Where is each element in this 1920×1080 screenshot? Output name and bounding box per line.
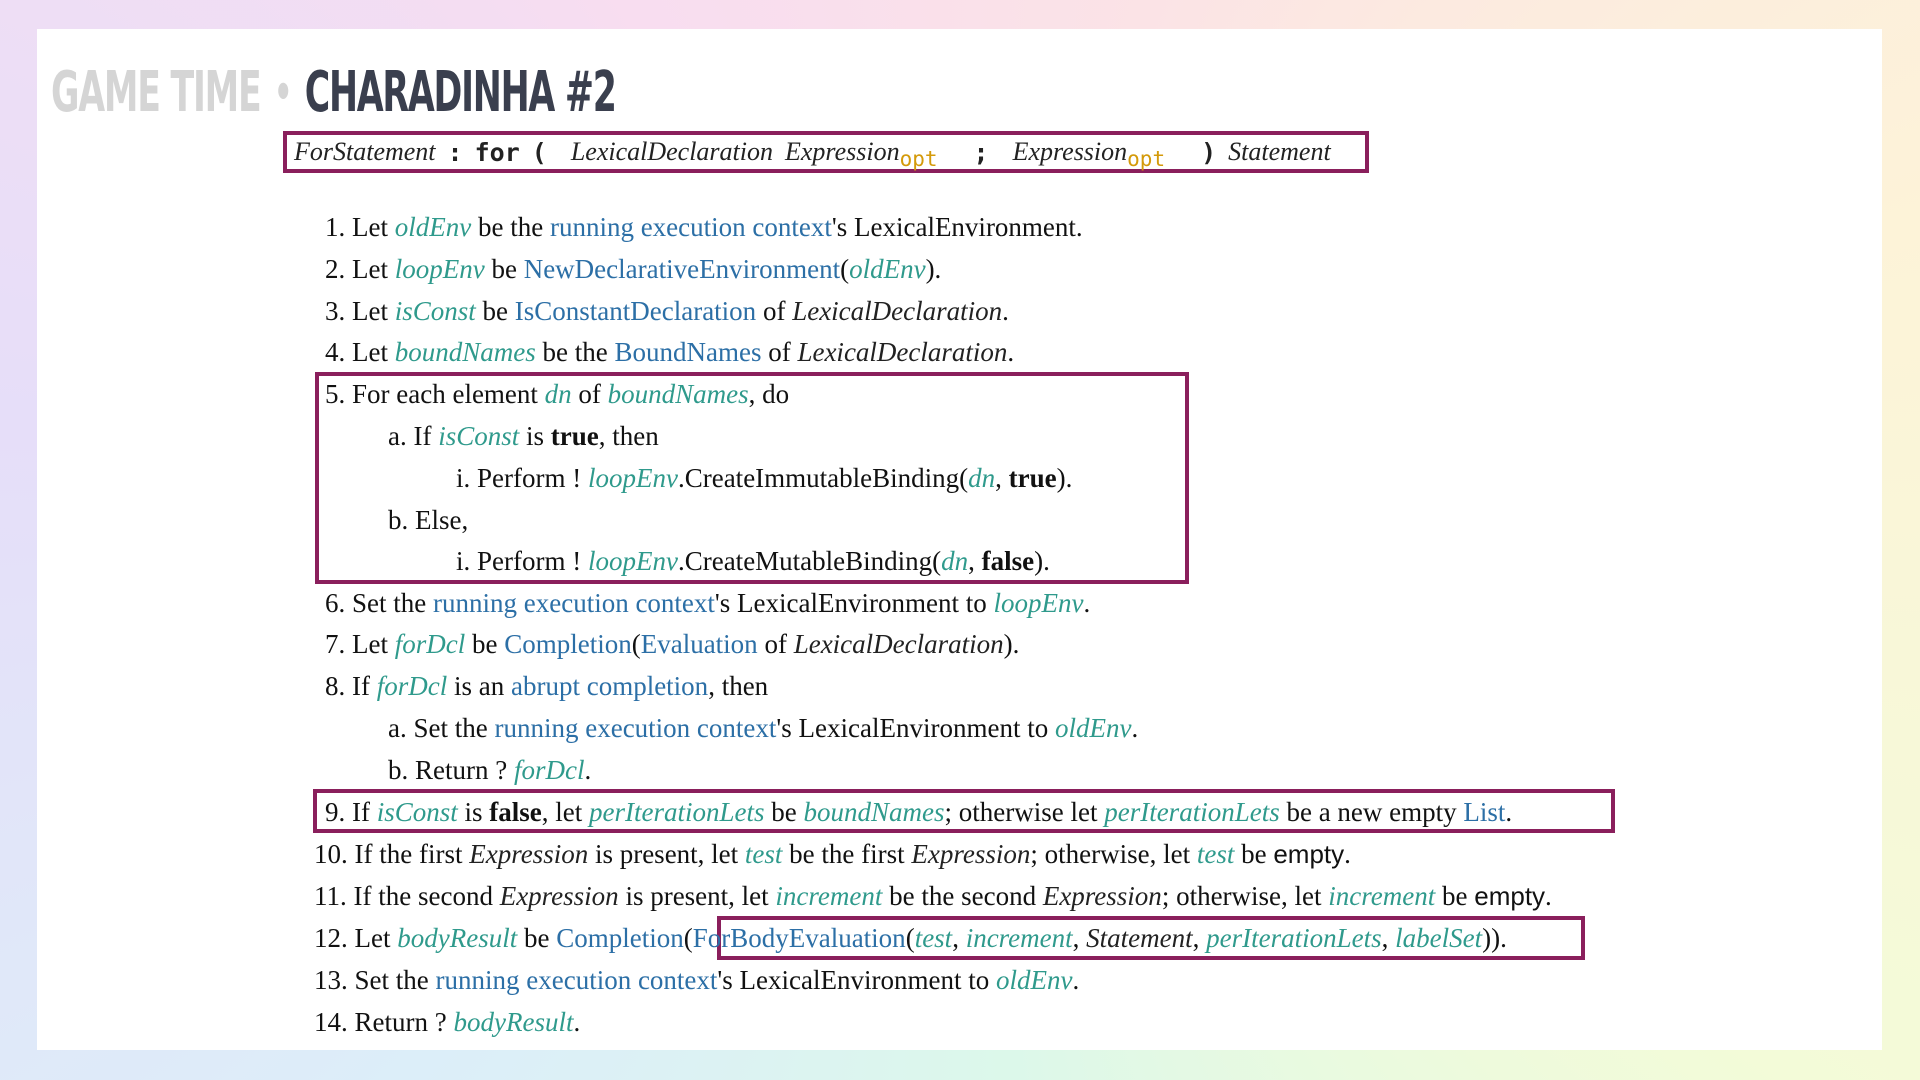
step-8 (325, 670, 768, 702)
variable: test (1196, 839, 1235, 869)
step-text: be (523, 923, 550, 953)
spec-link[interactable]: IsConstantDeclaration (514, 296, 757, 326)
variable: perIterationLets (589, 797, 765, 827)
step-text: be (1442, 881, 1468, 911)
spec-link[interactable]: running execution context (494, 713, 777, 743)
step-text: 's LexicalEnvironment to (717, 965, 990, 995)
step-text: , (1192, 923, 1200, 953)
step-text: Let (352, 337, 388, 367)
variable: boundNames (803, 797, 945, 827)
step-text: ; otherwise, let (1030, 839, 1191, 869)
variable: labelSet (1395, 923, 1483, 953)
step-text: If (413, 421, 432, 451)
step-9 (325, 796, 1512, 828)
spec-link[interactable]: ForBodyEvaluation (692, 923, 906, 953)
step-number: 14. (314, 1007, 348, 1037)
step-number: i. (456, 463, 471, 493)
variable: isConst (376, 797, 458, 827)
step-text: , then (598, 421, 659, 451)
step-text: of (762, 296, 786, 326)
step-text: be the first (789, 839, 905, 869)
step-text: Let (352, 296, 388, 326)
step-text: , do (748, 379, 790, 409)
step-text: Perform ! (477, 546, 582, 576)
step-text: , (995, 463, 1002, 493)
step-text: ). (1034, 546, 1050, 576)
variable: loopEnv (993, 588, 1084, 618)
step-8b (388, 754, 591, 786)
step-text: ). (925, 254, 942, 284)
step-text: . (1131, 713, 1139, 743)
header-separator: • (274, 65, 292, 119)
step-text: . (1007, 337, 1015, 367)
variable: test (744, 839, 783, 869)
step-text: of (764, 629, 787, 659)
spec-link[interactable]: running execution context (549, 212, 832, 242)
grammar-opt2: opt (1127, 147, 1166, 171)
step-text: Perform ! (477, 463, 582, 493)
step-text: 's LexicalEnvironment to (776, 713, 1049, 743)
step-text: Let (354, 923, 391, 953)
step-text: ; otherwise let (944, 797, 1098, 827)
variable: loopEnv (394, 254, 485, 284)
step-number: 9. (325, 797, 346, 827)
step-text: ). (1003, 629, 1020, 659)
variable: forDcl (513, 755, 585, 785)
step-text: Let (352, 212, 388, 242)
step-number: 13. (314, 965, 348, 995)
step-text: 's LexicalEnvironment. (831, 212, 1083, 242)
nonterminal: LexicalDeclaration (797, 337, 1008, 367)
variable: increment (965, 923, 1073, 953)
step-text: . (1505, 797, 1513, 827)
grammar-statement: Statement (1228, 137, 1331, 166)
step-text: If (352, 671, 370, 701)
step-text: be (482, 296, 508, 326)
spec-link[interactable]: Evaluation (640, 629, 758, 659)
step-number: 8. (325, 671, 346, 701)
step-text: .CreateMutableBinding( (677, 546, 942, 576)
header-title: CHARADINHA #2 (304, 59, 616, 125)
nonterminal: Expression (499, 881, 619, 911)
step-text: of (578, 379, 601, 409)
step-text: ( (631, 629, 641, 659)
nonterminal: Statement (1086, 923, 1193, 953)
step-text: . (573, 1007, 581, 1037)
step-1 (325, 211, 1083, 243)
variable: perIterationLets (1206, 923, 1382, 953)
step-number: 3. (325, 296, 346, 326)
grammar-semicolon: ; (973, 137, 989, 167)
variable: oldEnv (995, 965, 1073, 995)
step-5b-i (456, 545, 1050, 577)
variable: oldEnv (394, 212, 472, 242)
nonterminal: LexicalDeclaration (792, 296, 1003, 326)
spec-link[interactable]: running execution context (435, 965, 718, 995)
step-number: 12. (314, 923, 348, 953)
spec-link[interactable]: running execution context (433, 588, 715, 618)
step-5b (388, 504, 468, 536)
variable: forDcl (376, 671, 448, 701)
step-10 (314, 838, 1351, 870)
grammar-lhs: ForStatement (294, 137, 436, 166)
step-text: . (1002, 296, 1009, 326)
variable: test (914, 923, 953, 953)
step-text: be (471, 629, 498, 659)
step-text: Set the (352, 588, 427, 618)
variable: loopEnv (587, 463, 678, 493)
step-number: 11. (314, 881, 347, 911)
grammar-lexdecl: LexicalDeclaration (570, 137, 773, 166)
nonterminal: Expression (1042, 881, 1162, 911)
variable: bodyResult (453, 1007, 574, 1037)
step-6 (325, 587, 1090, 619)
step-number: 2. (325, 254, 346, 284)
step-text: of (768, 337, 791, 367)
step-text: . (1344, 839, 1351, 869)
empty-value: empty (1474, 881, 1546, 911)
spec-link[interactable]: Completion (504, 629, 632, 659)
step-3 (325, 295, 1009, 327)
spec-link[interactable]: abrupt completion (510, 671, 709, 701)
step-13 (314, 964, 1079, 996)
step-number: b. (388, 755, 409, 785)
step-text: Return ? (354, 1007, 447, 1037)
boolean-value: false (981, 546, 1035, 576)
step-text: Let (352, 254, 388, 284)
step-text: be a new empty (1286, 797, 1457, 827)
step-text: . (1072, 965, 1080, 995)
step-text: , (1381, 923, 1389, 953)
variable: dn (968, 463, 996, 493)
grammar-expr1: Expression (785, 137, 900, 166)
step-text: be the second (889, 881, 1037, 911)
step-text: .CreateImmutableBinding( (677, 463, 969, 493)
nonterminal: Expression (911, 839, 1031, 869)
step-text: Set the (354, 965, 429, 995)
nonterminal: Expression (469, 839, 589, 869)
step-text: , let (541, 797, 583, 827)
spec-link[interactable]: NewDeclarativeEnvironment (523, 254, 841, 284)
slide (37, 29, 1882, 1050)
step-7 (325, 628, 1019, 660)
step-text: )). (1482, 923, 1507, 953)
variable: isConst (438, 421, 520, 451)
step-text: be the (542, 337, 608, 367)
variable: boundNames (394, 337, 536, 367)
grammar-opt1: opt (899, 147, 938, 171)
nonterminal: LexicalDeclaration (793, 629, 1004, 659)
header-label: GAME TIME (51, 59, 261, 125)
variable: oldEnv (849, 254, 926, 284)
variable: dn (941, 546, 969, 576)
step-text: Let (352, 629, 388, 659)
step-4 (325, 336, 1014, 368)
empty-value: empty (1273, 839, 1345, 869)
step-text: is present, let (625, 881, 769, 911)
step-text: be the (477, 212, 544, 242)
variable: loopEnv (587, 546, 678, 576)
step-number: 5. (325, 379, 346, 409)
step-text: If (352, 797, 370, 827)
step-14 (314, 1006, 580, 1038)
step-text: ( (683, 923, 693, 953)
step-text: is an (453, 671, 505, 701)
boolean-value: true (1008, 463, 1057, 493)
variable: boundNames (607, 379, 749, 409)
step-text: be (1241, 839, 1267, 869)
step-5a (388, 420, 659, 452)
step-text: , (1072, 923, 1080, 953)
step-text: Set the (413, 713, 488, 743)
step-8a (388, 712, 1138, 744)
step-text: For each element (352, 379, 538, 409)
step-text: If the second (353, 881, 493, 911)
boolean-value: false (489, 797, 542, 827)
step-number: 4. (325, 337, 346, 367)
step-2 (325, 253, 941, 285)
step-5a-i (456, 462, 1072, 494)
step-text: . (1545, 881, 1552, 911)
step-12 (314, 922, 1507, 954)
variable: perIterationLets (1104, 797, 1280, 827)
step-5 (325, 378, 789, 410)
step-text: Else, (415, 505, 469, 535)
variable: increment (775, 881, 883, 911)
step-text: ; otherwise, let (1161, 881, 1322, 911)
step-text: . (1083, 588, 1091, 618)
step-text: be (771, 797, 797, 827)
variable: bodyResult (397, 923, 518, 953)
step-text: 's LexicalEnvironment to (714, 588, 987, 618)
spec-link[interactable]: BoundNames (614, 337, 762, 367)
boolean-value: true (550, 421, 599, 451)
step-text: ( (840, 254, 850, 284)
step-text: , then (708, 671, 769, 701)
step-text: is (526, 421, 545, 451)
step-text: is present, let (594, 839, 739, 869)
grammar-lparen: ( (531, 137, 547, 167)
grammar-colon: : (447, 137, 463, 167)
step-number: b. (388, 505, 409, 535)
step-number: i. (456, 546, 471, 576)
step-text: ). (1056, 463, 1073, 493)
step-number: 7. (325, 629, 346, 659)
spec-link[interactable]: List (1463, 797, 1506, 827)
spec-link[interactable]: Completion (556, 923, 684, 953)
step-number: 1. (325, 212, 346, 242)
variable: isConst (394, 296, 476, 326)
step-number: 6. (325, 588, 346, 618)
variable: dn (544, 379, 572, 409)
step-text: If the first (354, 839, 463, 869)
variable: increment (1328, 881, 1436, 911)
step-number: a. (388, 421, 407, 451)
step-text: ( (905, 923, 915, 953)
step-number: 10. (314, 839, 348, 869)
grammar-rparen: ) (1201, 137, 1217, 167)
step-11 (314, 880, 1552, 912)
step-text: Return ? (415, 755, 508, 785)
grammar-expr2: Expression (1012, 137, 1128, 166)
step-text: be (491, 254, 517, 284)
grammar-for-keyword: for (474, 137, 520, 167)
step-number: a. (388, 713, 407, 743)
variable: forDcl (394, 629, 466, 659)
variable: oldEnv (1054, 713, 1132, 743)
step-text: . (584, 755, 592, 785)
step-text: , (952, 923, 959, 953)
step-text: , (968, 546, 975, 576)
algorithm-steps (37, 29, 1882, 1050)
step-text: is (464, 797, 483, 827)
